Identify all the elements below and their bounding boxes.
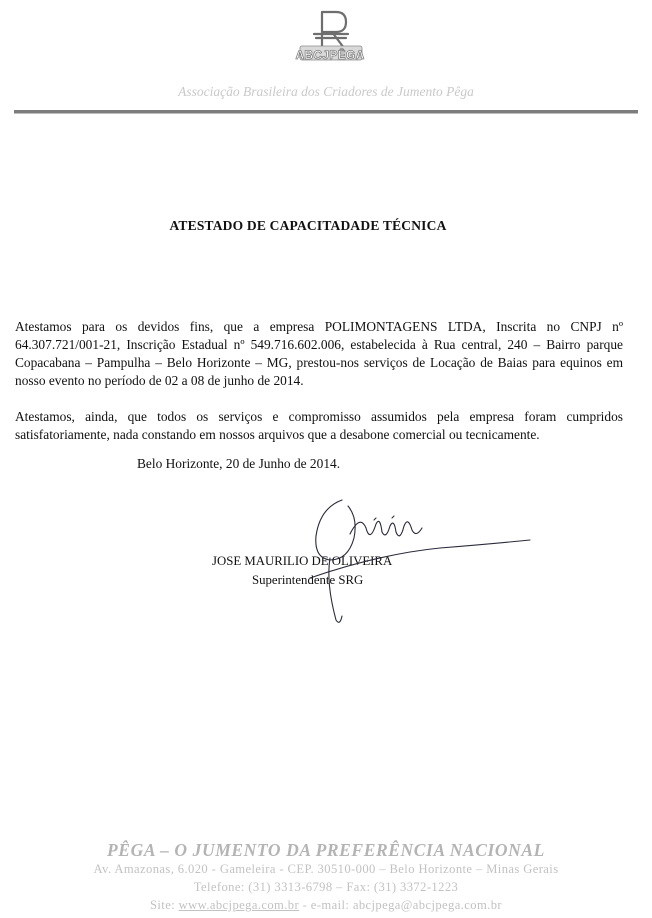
logo-text: ABCJPÊGA: [295, 48, 365, 62]
footer-contact: [0, 898, 652, 913]
paragraph-2: Atestamos, ainda, que todos os serviços e compromisso assumidos pela empresa foram cumpridos satisfatoriamente, nada constando em nossos arquivos que a desabone comercial ou tecnicamente.: [15, 409, 623, 442]
footer-motto: PÊGA – O JUMENTO DA PREFERÊNCIA NACIONAL: [107, 840, 545, 860]
place-date: Belo Horizonte, 20 de Junho de 2014.: [137, 456, 341, 471]
signer-role: Superintendente SRG: [252, 573, 364, 587]
footer-address: Av. Amazonas, 6.020 - Gameleira - CEP. 30510-000 – Belo Horizonte – Minas Gerais: [93, 862, 559, 876]
email-label: - e-mail:: [302, 898, 350, 912]
site-label: Site:: [150, 898, 176, 912]
association-name: Associação Brasileira dos Criadores de Jumento Pêga: [178, 84, 474, 99]
footer-phone: Telefone: (31) 3313-6798 – Fax: (31) 3372-1223: [193, 880, 459, 894]
signer-name: JOSE MAURILIO DE OLIVEIRA: [212, 554, 393, 568]
paragraph-1: Atestamos para os devidos fins, que a empresa POLIMONTAGENS LTDA, Inscrita no CNPJ nº 64.307.721/001-21, Inscrição Estadual nº 549.716.602.006, estabelecida à Rua central, 240 – Bairro parque Copacabana – Pampulha – Belo Horizonte – MG, prestou-nos serviços de Locação de Baias para equinos em nosso evento no período de 02 a 08 de junho de 2014.: [15, 319, 623, 388]
document-title: ATESTADO DE CAPACITADADE TÉCNICA: [169, 218, 447, 233]
site-link[interactable]: www.abcjpega.com.br: [178, 898, 300, 912]
email-link[interactable]: abcjpega@abcjpega.com.br: [352, 898, 502, 912]
header-divider: [14, 110, 638, 114]
